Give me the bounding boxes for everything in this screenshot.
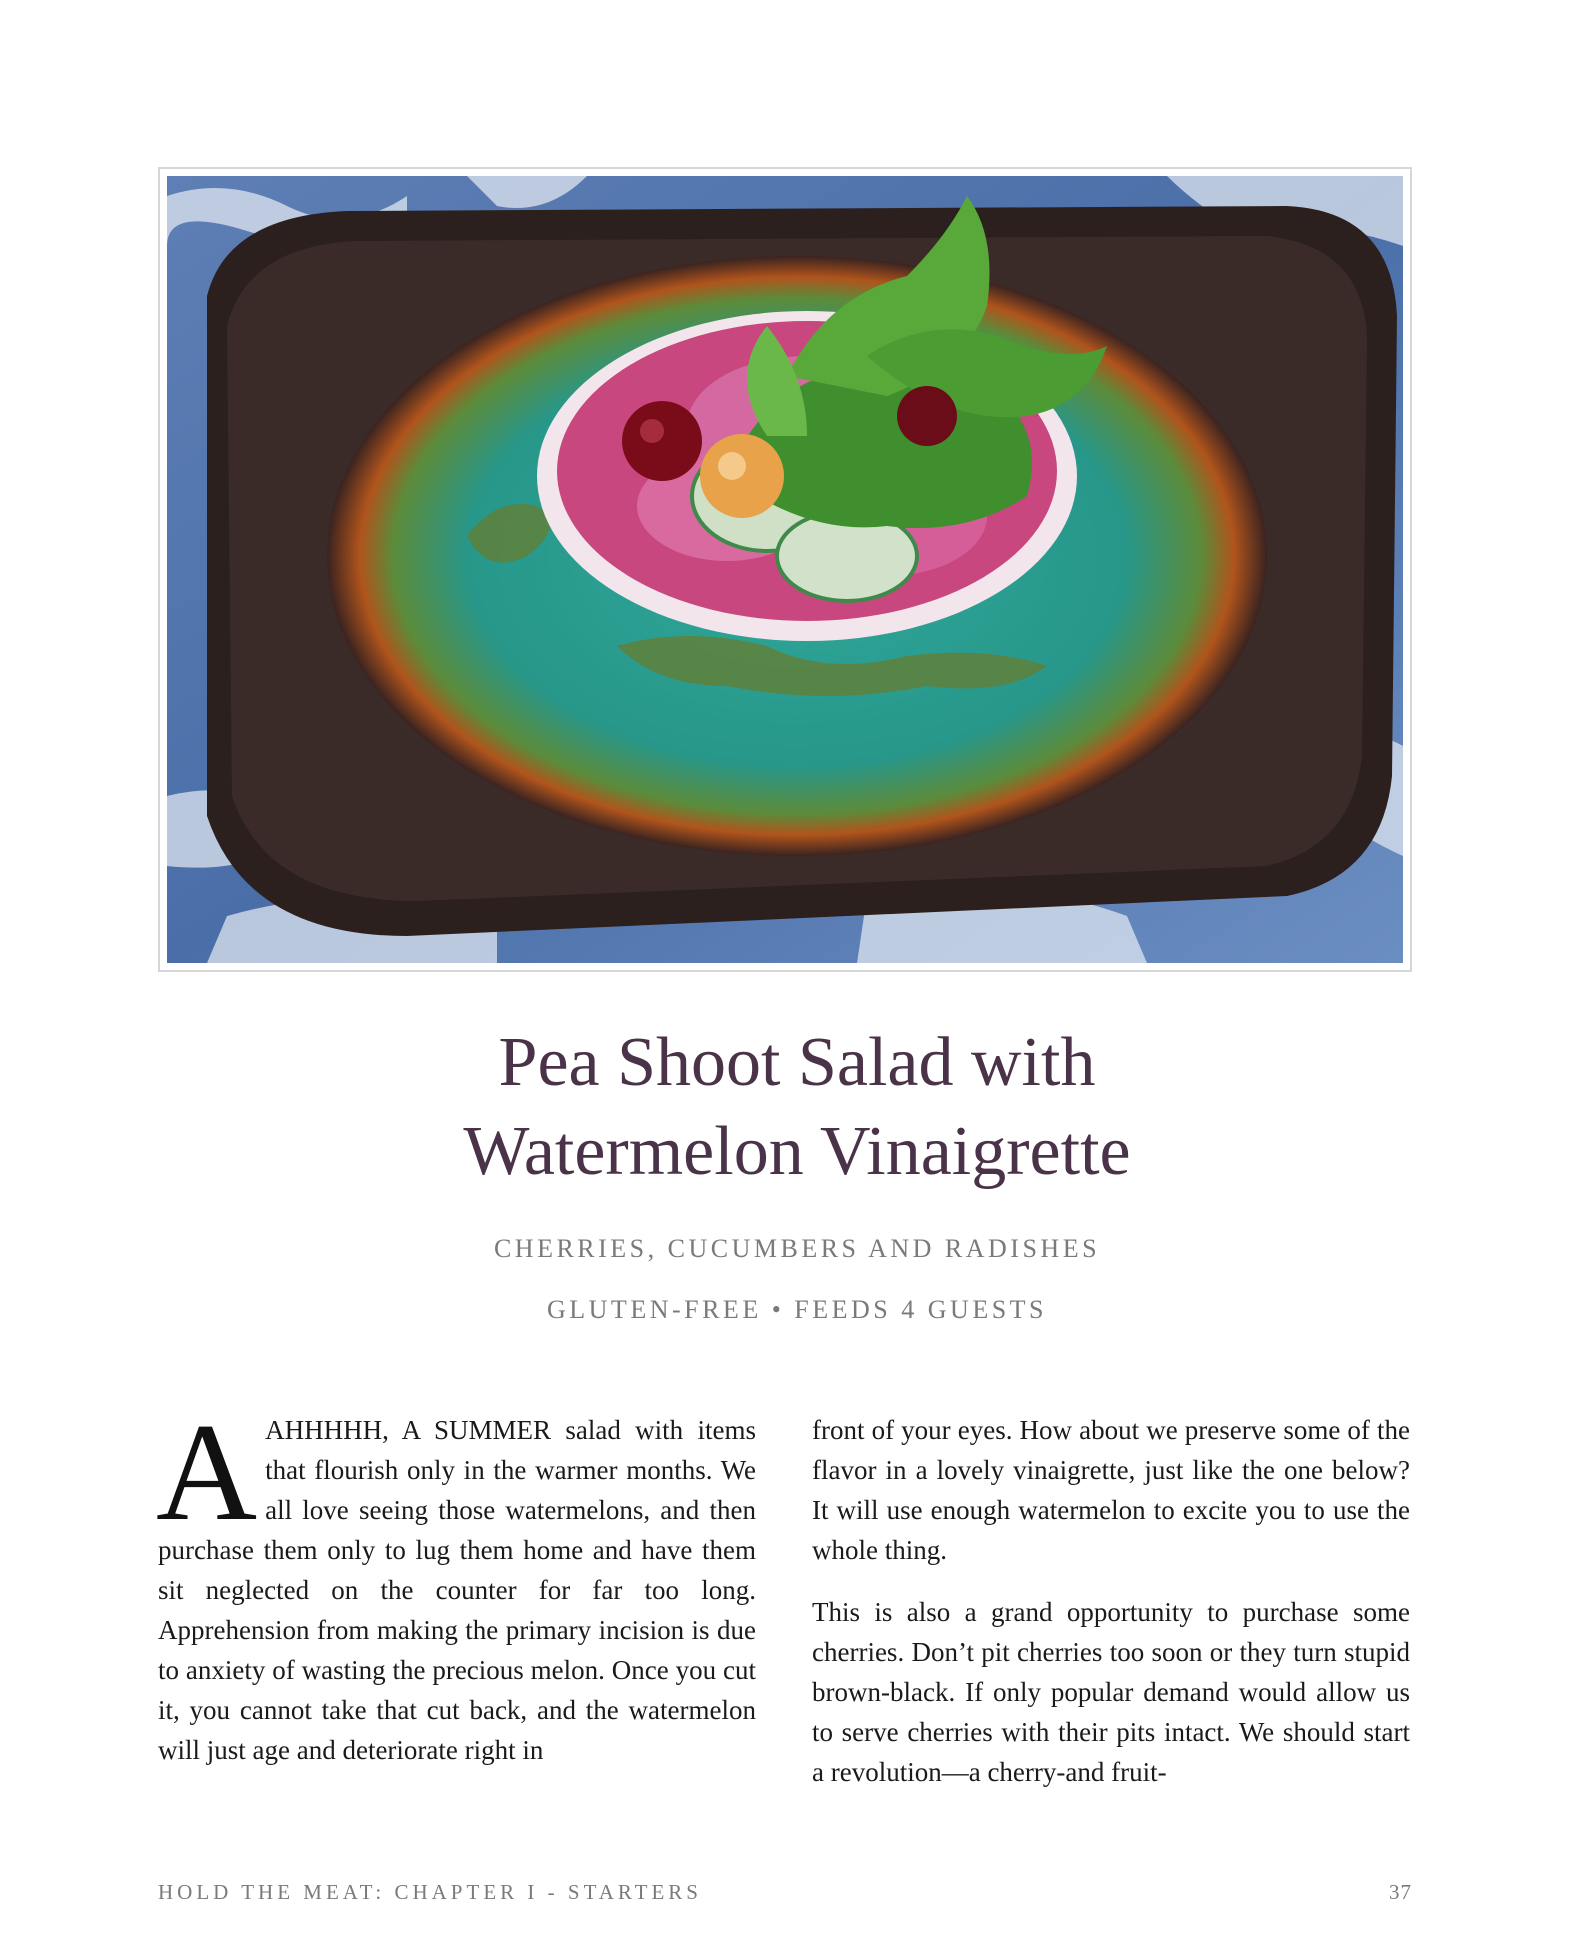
body-paragraph-continued: front of your eyes. How about we preserve some of the flavor in a lovely vinaigrette, just like the one below? It will use enough watermelon to excite you to use the whole thing. [812,1415,1410,1565]
body-paragraph-cherries: This is also a grand opportunity to purchase some cherries. Don’t pit cherries too soon or they turn stupid brown-black. If only popular demand would allow us to serve cherries with their pits intact. We should start a revolution—a cherry-and fruit- [812,1597,1410,1787]
intro-paragraph-text: AHHHHH, A SUMMER salad with items that flourish only in the warmer months. We all love seeing those watermelons, and then purchase them only to lug them home and have them sit neglected on the counter for far too long. Apprehension from making the primary incision is due to anxiety of wasting the precious melon. Once you cut it, you cannot take that cut back, and the watermelon will just age and deteriorate right in [158,1415,756,1765]
hero-photo-frame [158,167,1412,972]
recipe-title [0,1018,1594,1196]
recipe-title-line1: Pea Shoot Salad with [498,1024,1096,1101]
page-number: 37 [1389,1880,1412,1904]
recipe-title-line2: Watermelon Vinaigrette [463,1113,1131,1190]
salad-photo [167,176,1403,963]
recipe-tags: GLUTEN-FREE • FEEDS 4 GUESTS [547,1295,1047,1324]
drop-cap: A [156,1395,258,1550]
intro-paragraph [156,1395,756,1770]
recipe-subtitle: CHERRIES, CUCUMBERS AND RADISHES [493,1234,1101,1263]
body-column-left [156,1395,756,1792]
running-head: HOLD THE MEAT: CHAPTER I - STARTERS [158,1880,702,1904]
body-column-right [812,1410,1410,1814]
